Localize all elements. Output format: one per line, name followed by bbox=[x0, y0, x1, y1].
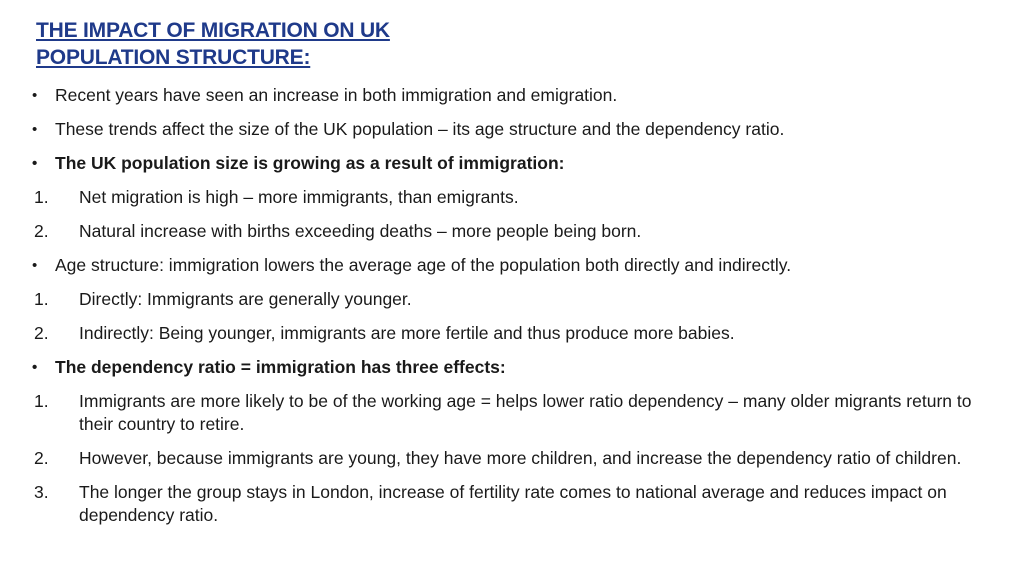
list-item-text: Net migration is high – more immigrants, than emigrants. bbox=[79, 187, 519, 207]
numbered-item bbox=[32, 447, 1002, 470]
numbered-item bbox=[32, 390, 1002, 436]
slide-body bbox=[32, 84, 1002, 527]
number-marker: 3. bbox=[34, 482, 49, 502]
list-item-heading bbox=[32, 152, 1002, 175]
list-item-text: Recent years have seen an increase in both immigration and emigration. bbox=[55, 85, 618, 105]
list-item-heading bbox=[32, 356, 1002, 379]
slide-title-line-2: POPULATION STRUCTURE: bbox=[36, 46, 311, 69]
numbered-item bbox=[32, 186, 1002, 209]
list-item-text: Directly: Immigrants are generally younger. bbox=[79, 289, 412, 309]
bullet-marker: • bbox=[32, 257, 38, 274]
bullet-marker: • bbox=[32, 359, 38, 376]
list-item-text: Immigrants are more likely to be of the working age = helps lower ratio dependency – many older migrants return to their country to retire. bbox=[79, 391, 972, 434]
bullet-marker: • bbox=[32, 87, 38, 104]
numbered-item bbox=[32, 220, 1002, 243]
numbered-item bbox=[32, 481, 1002, 527]
number-marker: 2. bbox=[34, 323, 49, 343]
number-marker: 2. bbox=[34, 448, 49, 468]
list-item-text: The UK population size is growing as a result of immigration: bbox=[55, 153, 565, 173]
slide-title bbox=[36, 17, 390, 71]
list-item-text: The longer the group stays in London, increase of fertility rate comes to national average and reduces impact on dependency ratio. bbox=[79, 482, 947, 525]
numbered-item bbox=[32, 322, 1002, 345]
list-item-text: However, because immigrants are young, they have more children, and increase the dependency ratio of children. bbox=[79, 448, 962, 468]
number-marker: 1. bbox=[34, 187, 49, 207]
list-item-text: Indirectly: Being younger, immigrants are more fertile and thus produce more babies. bbox=[79, 323, 735, 343]
list-item-text: Age structure: immigration lowers the average age of the population both directly and indirectly. bbox=[55, 255, 792, 275]
list-item bbox=[32, 84, 1002, 107]
bullet-marker: • bbox=[32, 121, 38, 138]
slide-title-line-1: THE IMPACT OF MIGRATION ON UK bbox=[36, 19, 390, 42]
list-item-text: Natural increase with births exceeding deaths – more people being born. bbox=[79, 221, 642, 241]
bullet-marker: • bbox=[32, 155, 38, 172]
list-item bbox=[32, 254, 1002, 277]
list-item-text: These trends affect the size of the UK population – its age structure and the dependency ratio. bbox=[55, 119, 785, 139]
list-item bbox=[32, 118, 1002, 141]
number-marker: 1. bbox=[34, 391, 49, 411]
number-marker: 1. bbox=[34, 289, 49, 309]
list-item-text: The dependency ratio = immigration has three effects: bbox=[55, 357, 506, 377]
numbered-item bbox=[32, 288, 1002, 311]
number-marker: 2. bbox=[34, 221, 49, 241]
